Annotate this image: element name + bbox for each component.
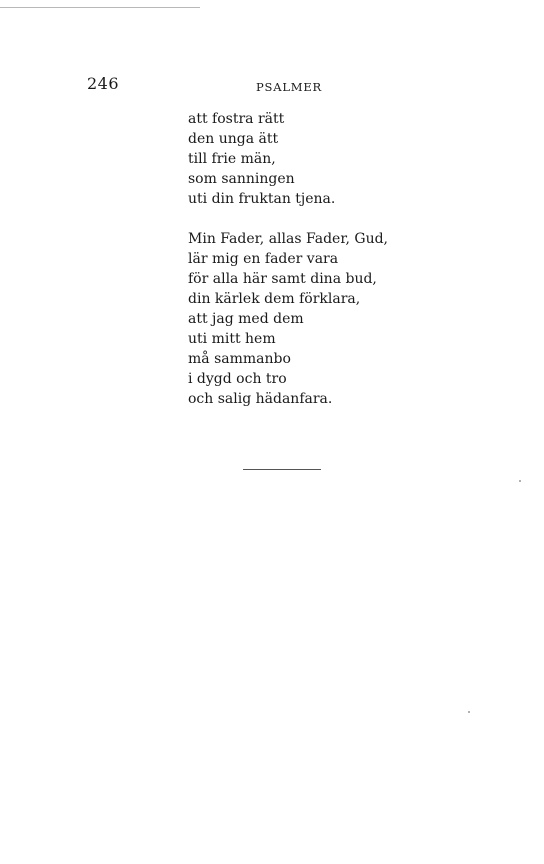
verse-line: som sanningen xyxy=(188,171,295,187)
verse-line: för alla här samt dina bud, xyxy=(188,271,377,287)
paper-speck xyxy=(468,711,470,713)
verse-line: att jag med dem xyxy=(188,311,304,327)
verse-line: uti din fruktan tjena. xyxy=(188,191,336,207)
poem xyxy=(188,109,388,409)
verse-line: Min Fader, allas Fader, Gud, xyxy=(188,231,388,247)
verse-line: lär mig en fader vara xyxy=(188,251,339,267)
stanza xyxy=(188,109,388,209)
verse-line: att fostra rätt xyxy=(188,111,285,127)
verse-line: och salig hädanfara. xyxy=(188,391,333,407)
stanza xyxy=(188,229,388,409)
verse-line: till frie män, xyxy=(188,151,276,167)
paper-speck xyxy=(519,480,521,482)
verse-line: din kärlek dem förklara, xyxy=(188,291,361,307)
end-ornament-rule xyxy=(243,469,321,470)
page-number: 246 xyxy=(87,74,120,93)
verse-line: den unga ätt xyxy=(188,131,279,147)
verse-line: må sammanbo xyxy=(188,351,291,367)
top-edge-rule xyxy=(0,7,200,8)
running-head: PSALMER xyxy=(256,80,322,94)
verse-line: i dygd och tro xyxy=(188,371,287,387)
verse-line: uti mitt hem xyxy=(188,331,276,347)
